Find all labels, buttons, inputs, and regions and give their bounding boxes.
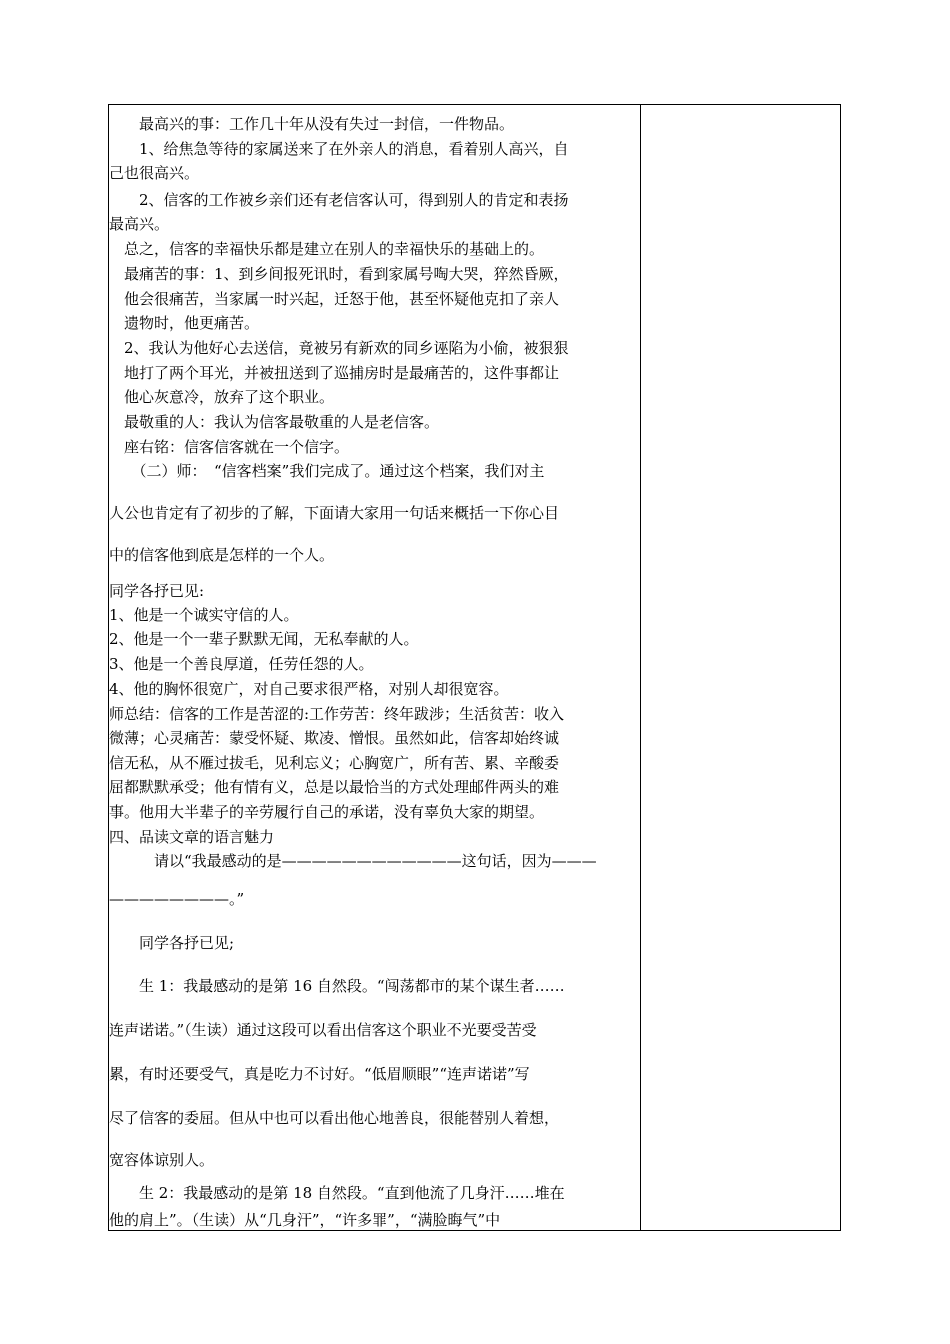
notes-cell [641, 105, 840, 1230]
text-line: 2、信客的工作被乡亲们还有老信客认可，得到别人的肯定和表扬 [109, 191, 569, 209]
text-line: 他会很痛苦，当家属一时兴起，迁怒于他，甚至怀疑他克扣了亲人 [109, 290, 560, 308]
section-heading: 四、品读文章的语言魅力 [109, 828, 275, 846]
text-line: 同学各抒已见; [109, 934, 235, 952]
text-line: 尽了信客的委屈。但从中也可以看出他心地善良，很能替别人着想， [109, 1109, 560, 1127]
text-line: 2、他是一个一辈子默默无闻，无私奉献的人。 [109, 630, 419, 648]
text-line: 己也很高兴。 [109, 164, 200, 182]
text-line: 请以“我最感动的是————————————这句话，因为——— [109, 852, 597, 870]
text-line: ————————。” [109, 890, 245, 908]
text-line: 座右铭：信客信客就在一个信字。 [109, 438, 350, 456]
text-line: 3、他是一个善良厚道，任劳任怨的人。 [109, 655, 374, 673]
text-line: 他心灰意冷，放弃了这个职业。 [109, 388, 335, 406]
text-line: 同学各抒已见: [109, 582, 205, 600]
text-line: 最敬重的人：我认为信客最敬重的人是老信客。 [109, 413, 440, 431]
document-table [108, 104, 841, 1231]
text-line: 事。他用大半辈子的辛劳履行自己的承诺，没有辜负大家的期望。 [109, 803, 545, 821]
text-line: 他的肩上”。（生读）从“几身汗”，“许多罪”，“满脸晦气”中 [109, 1211, 501, 1229]
text-line: 生 1：我最感动的是第 16 自然段。“闯荡都市的某个谋生者…… [109, 977, 565, 995]
text-line: 生 2：我最感动的是第 18 自然段。“直到他流了几身汗……堆在 [109, 1184, 565, 1202]
text-line: 最痛苦的事：1、到乡间报死讯时，看到家属号啕大哭，猝然昏厥， [109, 265, 569, 283]
text-line: 宽容体谅别人。 [109, 1151, 215, 1169]
text-line: 地打了两个耳光，并被扭送到了巡捕房时是最痛苦的，这件事都让 [109, 364, 560, 382]
text-line: 遗物时，他更痛苦。 [109, 314, 260, 332]
text-line: （二）师： “信客档案”我们完成了。通过这个档案，我们对主 [109, 462, 545, 480]
text-line: 中的信客他到底是怎样的一个人。 [109, 546, 335, 564]
text-line: 1、他是一个诚实守信的人。 [109, 606, 299, 624]
text-line: 2、我认为他好心去送信，竟被另有新欢的同乡诬陷为小偷，被狠狠 [109, 339, 569, 357]
text-line: 屈都默默承受；他有情有义，总是以最恰当的方式处理邮件两头的难 [109, 778, 560, 796]
text-line: 最高兴的事：工作几十年从没有失过一封信，一件物品。 [109, 115, 515, 133]
text-line: 微薄；心灵痛苦：蒙受怀疑、欺凌、憎恨。虽然如此，信客却始终诚 [109, 729, 560, 747]
text-line: 累，有时还要受气，真是吃力不讨好。“低眉顺眼”“连声诺诺”写 [109, 1065, 530, 1083]
text-line: 4、他的胸怀很宽广，对自己要求很严格，对别人却很宽容。 [109, 680, 509, 698]
text-line: 总之，信客的幸福快乐都是建立在别人的幸福快乐的基础上的。 [109, 240, 545, 258]
text-line: 连声诺诺。”（生读）通过这段可以看出信客这个职业不光要受苦受 [109, 1021, 537, 1039]
text-line: 信无私，从不雁过拔毛，见利忘义；心胸宽广，所有苦、累、辛酸委 [109, 754, 560, 772]
text-line: 最高兴。 [109, 215, 170, 233]
text-line: 师总结：信客的工作是苦涩的:工作劳苦：终年跋涉；生活贫苦：收入 [109, 705, 565, 723]
text-line: 人公也肯定有了初步的了解，下面请大家用一句话来概括一下你心目 [109, 504, 560, 522]
text-line: 1、给焦急等待的家属送来了在外亲人的消息，看着别人高兴，自 [109, 140, 569, 158]
